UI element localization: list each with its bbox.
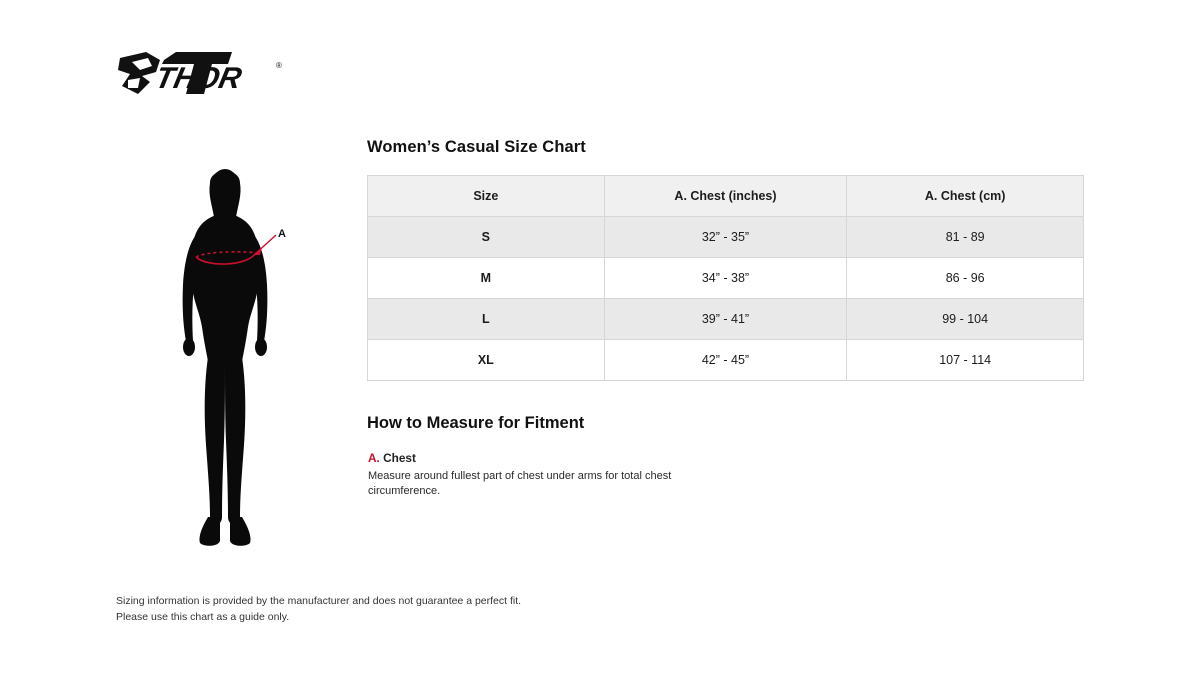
cell-chest-cm: 81 - 89 [847,217,1084,258]
cell-chest-inches: 32” - 35” [604,217,847,258]
measure-item-letter: A. [368,451,380,465]
cell-size: XL [368,340,605,381]
measurement-figure [150,165,300,565]
column-header-size: Size [368,176,605,217]
measure-instructions [368,450,788,499]
cell-chest-inches: 42” - 45” [604,340,847,381]
table-row [368,299,1084,340]
measure-heading: How to Measure for Fitment [367,414,585,432]
measure-item-description: Measure around fullest part of chest under arms for total chest circumference. [368,470,672,497]
column-header-chest-inches: A. Chest (inches) [604,176,847,217]
measure-item-label [368,450,788,467]
logo-text: THOR [152,62,245,95]
disclaimer [116,594,521,626]
cell-chest-cm: 86 - 96 [847,258,1084,299]
cell-size: M [368,258,605,299]
chest-callout-label: A [278,228,286,240]
table-row [368,217,1084,258]
cell-size: L [368,299,605,340]
measure-item-name: Chest [383,451,416,465]
column-header-chest-cm: A. Chest (cm) [847,176,1084,217]
cell-chest-inches: 34” - 38” [604,258,847,299]
table-row [368,258,1084,299]
disclaimer-line-2: Please use this chart as a guide only. [116,610,290,623]
female-silhouette-icon [183,169,268,546]
cell-size: S [368,217,605,258]
brand-logo [116,50,286,102]
cell-chest-cm: 107 - 114 [847,340,1084,381]
disclaimer-line-1: Sizing information is provided by the manufacturer and does not guarantee a perfect fit. [116,595,522,607]
cell-chest-cm: 99 - 104 [847,299,1084,340]
table-row [368,340,1084,381]
size-chart-table [367,175,1084,381]
registered-mark: ® [276,61,282,70]
table-header-row [368,176,1084,217]
cell-chest-inches: 39” - 41” [604,299,847,340]
page-title: Women’s Casual Size Chart [367,138,586,156]
